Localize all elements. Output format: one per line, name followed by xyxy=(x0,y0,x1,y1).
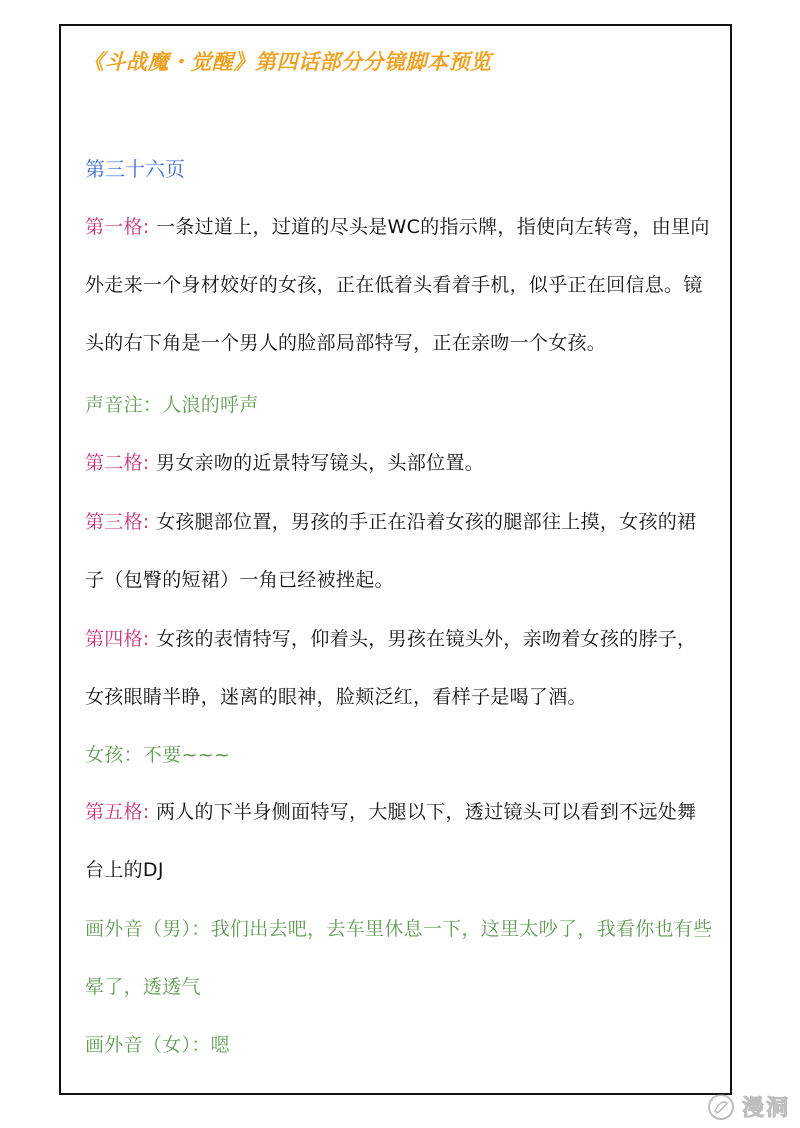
dialogue-girl: 女孩：不要~~~ xyxy=(85,744,231,766)
panel-label-5: 第五格: xyxy=(85,801,150,823)
panel-label-4: 第四格: xyxy=(85,628,150,650)
sound-note: 声音注：人浪的呼声 xyxy=(85,394,259,416)
panel-text-4: 女孩的表情特写，仰着头，男孩在镜头外，亲吻着女孩的脖子，女孩眼睛半睁，迷离的眼神，脸颊泛红，看样子是喝了酒。 xyxy=(85,628,697,708)
panel-entry-5 xyxy=(85,783,715,899)
panel-label-3: 第三格: xyxy=(85,511,150,533)
offscreen-male-line: 画外音（男）：我们出去吧，去车里休息一下，这里太吵了，我看你也有些晕了，透透气 xyxy=(85,918,713,998)
panel-entry-2 xyxy=(85,434,715,492)
panel-label-2: 第二格: xyxy=(85,452,150,474)
panel-text-1: 一条过道上，过道的尽头是WC的指示牌，指使向左转弯，由里向外走来一个身材姣好的女孩，正在低着头看着手机，似乎正在回信息。镜头的右下角是一个男人的脸部局部特写，正在亲吻一个女孩。 xyxy=(85,216,710,354)
watermark-text: 漫洞 xyxy=(741,1096,790,1121)
page-label: 第三十六页 xyxy=(85,157,185,181)
panel-text-2: 男女亲吻的近景特写镜头，头部位置。 xyxy=(155,452,485,474)
panel-text-5: 两人的下半身侧面特写，大腿以下，透过镜头可以看到不远处舞台上的DJ xyxy=(85,801,697,881)
offscreen-female-line: 画外音（女）：嗯 xyxy=(85,1034,230,1056)
panel-entry-3 xyxy=(85,493,715,609)
document-frame xyxy=(59,24,732,1095)
panel-entry-4 xyxy=(85,610,715,726)
panel-entry-1 xyxy=(85,198,715,372)
document-title: 《斗战魔・觉醒》第四话部分分镜脚本预览 xyxy=(83,50,492,74)
panel-label-1: 第一格: xyxy=(85,216,150,238)
panel-text-3: 女孩腿部位置，男孩的手正在沿着女孩的腿部往上摸，女孩的裙子（包臀的短裙）一角已经被挫起。 xyxy=(85,511,697,591)
watermark xyxy=(706,1091,790,1122)
dongman-logo-icon xyxy=(706,1092,736,1122)
